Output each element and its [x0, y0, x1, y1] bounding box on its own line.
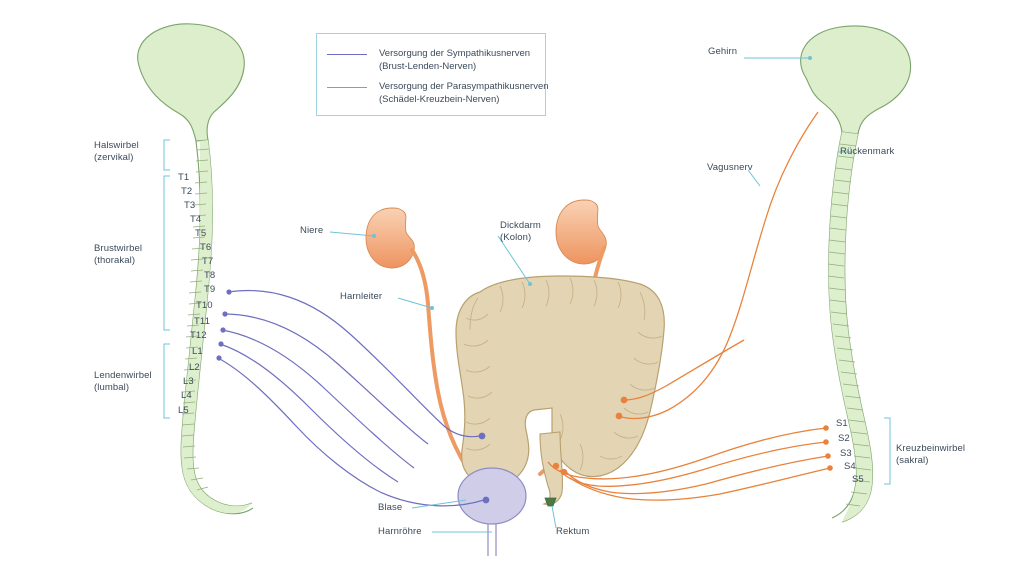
- right-nervous-system: [801, 26, 911, 522]
- label-lumbar-group: [94, 370, 152, 393]
- leader-colon: [498, 236, 530, 284]
- label-cervical-group: [94, 140, 139, 163]
- legend-label-sympathetic: [379, 48, 530, 74]
- legend-label-parasympathetic: [379, 81, 549, 107]
- label-cervical-line1: Halswirbel: [94, 140, 139, 151]
- label-sacral-line2: (sakral): [896, 454, 929, 466]
- legend-swatch-parasympathetic: [327, 87, 367, 88]
- vertebra-label-t7: T7: [202, 256, 214, 267]
- urethra-shape: [488, 524, 496, 556]
- vertebra-label-t2: T2: [181, 186, 193, 197]
- legend-item-sympathetic: [327, 48, 530, 74]
- vertebra-label-t12: T12: [190, 330, 207, 341]
- brain-shape-left: [138, 24, 245, 141]
- sympathetic-nerve-endpoints: [216, 289, 489, 503]
- bracket-thoracic: [164, 176, 170, 330]
- label-lumbar-line1: Lendenwirbel: [94, 370, 152, 381]
- vertebra-label-l1: L1: [192, 346, 203, 357]
- vertebra-label-s4: S4: [844, 461, 856, 472]
- vertebra-label-l5: L5: [178, 405, 189, 416]
- label-spinal-cord: Rückenmark: [840, 146, 895, 157]
- label-thoracic-group: [94, 243, 142, 266]
- label-colon: [500, 220, 541, 243]
- label-colon-line2: (Kolon): [500, 231, 532, 243]
- label-brain: Gehirn: [708, 46, 738, 57]
- brain-shape-right: [801, 26, 911, 134]
- vertebra-label-t5: T5: [195, 228, 207, 239]
- vertebra-label-s2: S2: [838, 433, 850, 444]
- vertebra-label-t3: T3: [184, 200, 196, 211]
- bladder-group: [458, 468, 526, 556]
- label-ureter: Harnleiter: [340, 291, 383, 302]
- label-kidney: Niere: [300, 225, 324, 236]
- legend-box: [316, 33, 549, 116]
- left-nervous-system: [138, 24, 253, 514]
- label-thoracic-line2: (thorakal): [94, 254, 136, 266]
- legend-parasympathetic-line2: (Schädel-Kreuzbein-Nerven): [379, 93, 500, 105]
- vertebra-label-t4: T4: [190, 214, 202, 225]
- vertebra-label-t8: T8: [204, 270, 216, 281]
- vertebra-label-s1: S1: [836, 418, 848, 429]
- bladder-shape: [458, 468, 526, 524]
- leader-rectum: [552, 506, 556, 528]
- kidney-left: [366, 208, 414, 268]
- vertebra-label-t6: T6: [200, 242, 212, 253]
- legend-item-parasympathetic: [327, 81, 549, 107]
- sympathetic-nerve-paths: [218, 291, 484, 506]
- vertebra-label-t10: T10: [196, 300, 213, 311]
- label-rectum: Rektum: [556, 526, 590, 537]
- vertebra-label-l2: L2: [189, 362, 200, 373]
- legend-swatch-sympathetic: [327, 54, 367, 55]
- vertebra-label-t9: T9: [204, 284, 216, 295]
- label-bladder: Blase: [378, 502, 403, 513]
- label-sacral-line1: Kreuzbeinwirbel: [896, 443, 966, 454]
- bracket-lumbar: [164, 344, 170, 418]
- vertebra-label-s5: S5: [852, 474, 864, 485]
- legend-sympathetic-line2: (Brust-Lenden-Nerven): [379, 60, 477, 72]
- legend-sympathetic-line1: Versorgung der Sympathikusnerven: [379, 48, 531, 59]
- bracket-cervical: [164, 140, 170, 170]
- vertebra-label-t11: T11: [194, 316, 210, 327]
- bracket-sacral: [884, 418, 890, 484]
- vertebra-label-s3: S3: [840, 448, 852, 459]
- vertebra-label-l3: L3: [183, 376, 194, 387]
- label-lumbar-line2: (lumbal): [94, 381, 130, 393]
- vertebra-label-l4: L4: [181, 390, 192, 401]
- label-cervical-line2: (zervikal): [94, 151, 134, 163]
- label-colon-line1: Dickdarm: [500, 220, 541, 231]
- vertebra-label-t1: T1: [178, 172, 190, 183]
- label-thoracic-line1: Brustwirbel: [94, 243, 143, 254]
- kidney-right: [556, 200, 606, 264]
- rectum-body: [540, 432, 563, 505]
- label-sacral-group: [896, 443, 965, 466]
- legend-parasympathetic-line1: Versorgung der Parasympathikusnerven: [379, 81, 549, 92]
- label-vagus-nerve: Vagusnerv: [707, 162, 753, 173]
- label-urethra: Harnröhre: [378, 526, 422, 537]
